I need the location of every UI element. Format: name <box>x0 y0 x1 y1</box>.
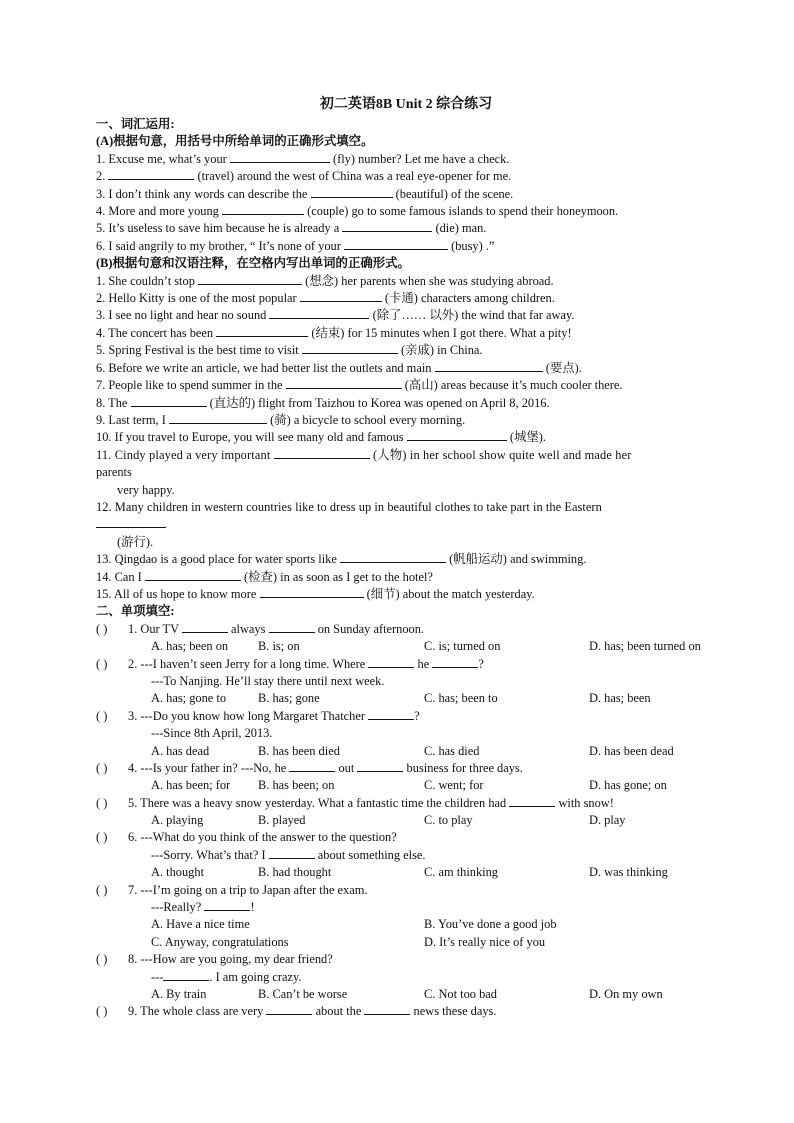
answer-paren[interactable]: ( ) <box>96 708 108 723</box>
answer-blank[interactable] <box>266 1003 312 1015</box>
question-5: ( ) 5. There was a heavy snow yesterday. What a fantastic time the children had with snow! <box>96 795 716 812</box>
answer-blank[interactable] <box>269 307 369 319</box>
option-a[interactable]: A. has; gone to <box>151 691 227 706</box>
multiple-choice-list: ( ) 1. Our TV always on Sunday afternoon. A. has; been on B. is; on C. is; turned on D. has; been turned on ( ) 2. ---I haven’t seen Jerry for a long time. Where he ? ---To Nanjing. He’ll stay there until next week. A. has; gone to B. has; gone C. has; been to D. has; been ( ) 3. ---Do you know how long Margaret Thatcher ? ---Since 8th April, 2013. A. has dead B. has been died C. has died D. has been dead ( ) 4. ---Is your father in? ---No, he out business for three days. A. has been; for B. has been; on C. went; for D. has gone; on ( ) 5. There was a heavy snow yesterday. What a fantastic time the children had with snow! A. playing B. played C. to play D. play ( ) 6. ---What do you think of the answer to the question? ---Sorry. What’s that? I about something else. A. thought B. had thought C. am thinking D. was thinking ( ) 7. ---I’m going on a trip to Japan after the exam. ---Really? ! A. Have a nice time B. You’ve done a good job C. Anyway, congratulations D. It’s really nice of you ( ) 8. ---How are you going, my dear friend? --- . I am going crazy. A. By train B. Can’t be worse C. Not too bad D. On my own ( ) 9. The whole class are very about the news these days. <box>96 621 716 1021</box>
answer-blank[interactable] <box>131 395 207 407</box>
question-2: ( ) 2. ---I haven’t seen Jerry for a long time. Where he ? <box>96 656 716 673</box>
answer-paren[interactable]: ( ) <box>96 1004 108 1019</box>
answer-paren[interactable]: ( ) <box>96 952 108 967</box>
answer-blank[interactable] <box>222 203 304 215</box>
option-d[interactable]: D. has been dead <box>589 743 674 758</box>
answer-blank[interactable] <box>311 186 393 198</box>
option-d[interactable]: D. play <box>589 813 626 828</box>
part-b-item-3: 3. I see no light and hear no sound (除了…… 以外) the wind that far away. <box>96 308 575 323</box>
answer-blank[interactable] <box>340 551 446 563</box>
option-b[interactable]: B. has; gone <box>258 691 320 706</box>
question-8: ( ) 8. ---How are you going, my dear friend? <box>96 951 716 968</box>
part-b-item-4: 4. The concert has been (结束) for 15 minutes when I got there. What a pity! <box>96 325 572 340</box>
answer-blank[interactable] <box>169 412 267 424</box>
question-3: ( ) 3. ---Do you know how long Margaret Thatcher ? <box>96 708 716 725</box>
question-3-options <box>96 743 716 760</box>
answer-blank[interactable] <box>302 342 398 354</box>
question-8-options <box>96 986 716 1003</box>
option-a[interactable]: A. playing <box>151 813 204 828</box>
part-b-item-7: 7. People like to spend summer in the (高山) areas because it’s much cooler there. <box>96 378 623 393</box>
question-1-options <box>96 638 716 655</box>
option-b[interactable]: B. Can’t be worse <box>258 986 348 1001</box>
part-a-item-2: 2. (travel) around the west of China was a real eye-opener for me. <box>96 169 512 184</box>
option-b[interactable]: B. had thought <box>258 865 332 880</box>
part-b-item-5: 5. Spring Festival is the best time to visit (亲戚) in China. <box>96 343 483 358</box>
part-b-item-11: 11. Cindy played a very important (人物) in her school show quite well and made her parents very happy. <box>96 447 632 497</box>
option-b[interactable]: B. is; on <box>258 639 300 654</box>
answer-blank[interactable] <box>198 273 302 285</box>
answer-blank[interactable] <box>344 238 448 250</box>
question-9: ( ) 9. The whole class are very about the news these days. <box>96 1003 716 1020</box>
part-b-list <box>96 273 716 604</box>
answer-blank[interactable] <box>269 847 315 859</box>
answer-blank[interactable] <box>96 516 166 528</box>
section-heading-multiple-choice: 二、单项填空: <box>96 604 175 619</box>
part-b-item-15: 15. All of us hope to know more (细节) about the match yesterday. <box>96 586 535 601</box>
answer-blank[interactable] <box>342 220 432 232</box>
question-7-options-row1 <box>96 916 716 933</box>
option-b[interactable]: B. has been; on <box>258 778 335 793</box>
part-a-item-4: 4. More and more young (couple) go to some famous islands to spend their honeymoon. <box>96 204 619 219</box>
option-d[interactable]: D. has; been <box>589 691 651 706</box>
part-b-item-10: 10. If you travel to Europe, you will see many old and famous (城堡). <box>96 430 546 445</box>
part-b-item-6: 6. Before we write an article, we had better list the outlets and main (要点). <box>96 360 582 375</box>
question-4: ( ) 4. ---Is your father in? ---No, he out business for three days. <box>96 760 716 777</box>
answer-paren[interactable]: ( ) <box>96 621 108 636</box>
answer-blank[interactable] <box>357 760 403 772</box>
option-c[interactable]: C. is; turned on <box>424 639 501 654</box>
part-b-item-14: 14. Can I (检查) in as soon as I get to the hotel? <box>96 569 433 584</box>
option-d[interactable]: D. On my own <box>589 986 663 1001</box>
option-a[interactable]: A. has been; for <box>151 778 231 793</box>
question-2-options <box>96 690 716 707</box>
answer-blank[interactable] <box>108 168 194 180</box>
answer-blank[interactable] <box>145 569 241 581</box>
answer-blank[interactable] <box>435 360 543 372</box>
answer-blank[interactable] <box>204 899 250 911</box>
answer-blank[interactable] <box>432 656 478 668</box>
option-c[interactable]: C. has died <box>424 743 480 758</box>
option-c[interactable]: C. has; been to <box>424 691 498 706</box>
answer-blank[interactable] <box>364 1003 410 1015</box>
part-b-item-12: 12. Many children in western countries like to dress up in beautiful clothes to take part in the Eastern (游行). <box>96 499 602 549</box>
answer-paren[interactable]: ( ) <box>96 795 108 810</box>
answer-blank[interactable] <box>368 656 414 668</box>
option-a[interactable]: A. has; been on <box>151 639 229 654</box>
answer-paren[interactable]: ( ) <box>96 882 108 897</box>
answer-blank[interactable] <box>269 621 315 633</box>
option-a[interactable]: A. has dead <box>151 743 210 758</box>
answer-paren[interactable]: ( ) <box>96 760 108 775</box>
option-d[interactable]: D. was thinking <box>589 865 668 880</box>
part-b-item-9: 9. Last term, I (骑) a bicycle to school every morning. <box>96 412 466 427</box>
part-a-list <box>96 151 716 255</box>
part-b-item-13: 13. Qingdao is a good place for water sports like (帆船运动) and swimming. <box>96 552 587 567</box>
part-b-item-2: 2. Hello Kitty is one of the most popular (卡通) characters among children. <box>96 291 555 306</box>
option-b[interactable]: B. has been died <box>258 743 340 758</box>
answer-blank[interactable] <box>289 760 335 772</box>
option-c[interactable]: C. to play <box>424 813 473 828</box>
answer-blank[interactable] <box>286 377 402 389</box>
option-b[interactable]: B. You’ve done a good job <box>424 917 557 932</box>
part-b-instruction: (B)根据句意和汉语注释，在空格内写出单词的正确形式。 <box>96 256 410 271</box>
part-b-item-1: 1. She couldn’t stop (想念) her parents when she was studying abroad. <box>96 273 554 288</box>
part-a-item-6: 6. I said angrily to my brother, “ It’s none of your (busy) .” <box>96 238 495 253</box>
answer-blank[interactable] <box>407 429 507 441</box>
option-b[interactable]: B. played <box>258 813 306 828</box>
section-heading-vocabulary: 一、词汇运用: <box>96 117 175 131</box>
question-6-options <box>96 864 716 881</box>
answer-paren[interactable]: ( ) <box>96 656 108 671</box>
part-b-item-8: 8. The (直达的) flight from Taizhou to Korea was opened on April 8, 2016. <box>96 395 550 410</box>
worksheet-page <box>96 96 716 1021</box>
option-d[interactable]: D. It’s really nice of you <box>424 934 546 949</box>
part-a-item-3: 3. I don’t think any words can describe the (beautiful) of the scene. <box>96 186 514 201</box>
option-c[interactable]: C. Anyway, congratulations <box>151 934 289 949</box>
answer-blank[interactable] <box>216 325 308 337</box>
answer-blank[interactable] <box>163 969 209 981</box>
option-a[interactable]: A. By train <box>151 986 207 1001</box>
answer-blank[interactable] <box>182 621 228 633</box>
page-title: 初二英语8B Unit 2 综合练习 <box>319 97 493 112</box>
option-d[interactable]: D. has gone; on <box>589 778 667 793</box>
answer-blank[interactable] <box>260 586 364 598</box>
option-d[interactable]: D. has; been turned on <box>589 639 701 654</box>
question-7-options-row2 <box>96 934 716 951</box>
option-c[interactable]: C. am thinking <box>424 865 498 880</box>
part-a-item-5: 5. It’s useless to save him because he is already a (die) man. <box>96 221 487 236</box>
answer-blank[interactable] <box>300 290 382 302</box>
question-6: ( ) 6. ---What do you think of the answer to the question? <box>96 829 716 846</box>
option-a[interactable]: A. Have a nice time <box>151 917 250 932</box>
answer-paren[interactable]: ( ) <box>96 830 108 845</box>
answer-blank[interactable] <box>368 708 414 720</box>
answer-blank[interactable] <box>230 151 330 163</box>
question-4-options <box>96 777 716 794</box>
question-1: ( ) 1. Our TV always on Sunday afternoon. <box>96 621 716 638</box>
answer-blank[interactable] <box>509 795 555 807</box>
part-a-instruction: (A)根据句意，用括号中所给单词的正确形式填空。 <box>96 134 374 149</box>
part-a-item-1: 1. Excuse me, what’s your (fly) number? Let me have a check. <box>96 151 510 166</box>
answer-blank[interactable] <box>274 447 370 459</box>
option-c[interactable]: C. Not too bad <box>424 986 497 1001</box>
question-7: ( ) 7. ---I’m going on a trip to Japan after the exam. <box>96 882 716 899</box>
question-5-options <box>96 812 716 829</box>
option-a[interactable]: A. thought <box>151 865 205 880</box>
option-c[interactable]: C. went; for <box>424 778 484 793</box>
